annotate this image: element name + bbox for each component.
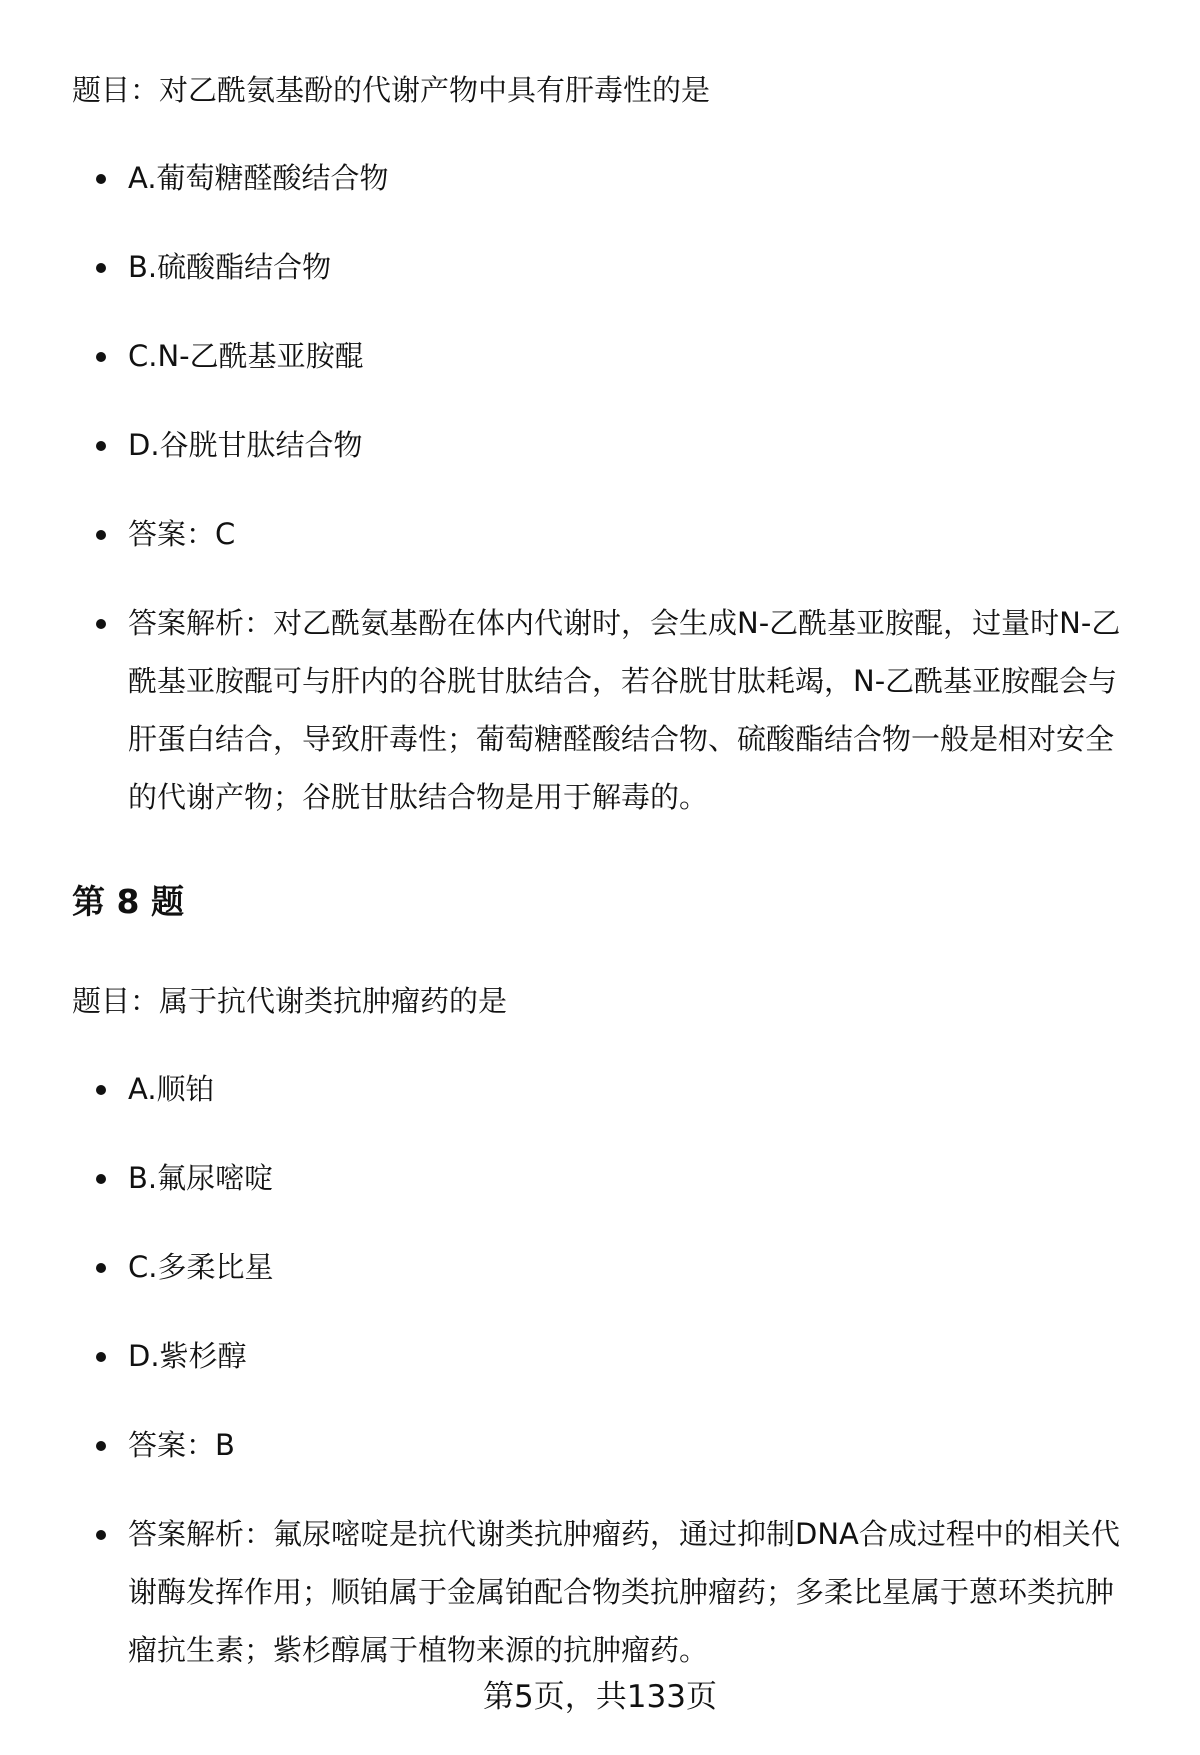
question-7-option-a (96, 158, 1156, 198)
explanation-line: 答案解析：对乙酰氨基酚在体内代谢时，会生成N-乙酰基亚胺醌，过量时N-乙 (128, 606, 1121, 640)
option-label: A.葡萄糖醛酸结合物 (128, 161, 389, 195)
answer-label: 答案：B (128, 1428, 235, 1462)
bullet-icon (96, 1174, 106, 1184)
question-8-option-d (96, 1336, 1156, 1376)
question-7-stem: 题目：对乙酰氨基酚的代谢产物中具有肝毒性的是 (72, 73, 711, 107)
question-8-heading: 第 8 题 (72, 882, 184, 921)
question-8-answer (96, 1425, 1156, 1465)
question-7-explanation (96, 594, 1156, 826)
option-label: C.多柔比星 (128, 1250, 274, 1284)
question-8-option-c (96, 1247, 1156, 1287)
question-7-option-c (96, 336, 1156, 376)
option-label: C.N-乙酰基亚胺醌 (128, 339, 364, 373)
explanation-text (128, 1505, 1156, 1679)
option-label: D.谷胱甘肽结合物 (128, 428, 363, 462)
question-8-option-b (96, 1158, 1156, 1198)
question-8-explanation (96, 1505, 1156, 1679)
answer-label: 答案：C (128, 517, 236, 551)
bullet-icon (96, 441, 106, 451)
explanation-line: 酰基亚胺醌可与肝内的谷胱甘肽结合，若谷胱甘肽耗竭，N-乙酰基亚胺醌会与 (128, 664, 1118, 698)
bullet-icon (96, 530, 106, 540)
bullet-icon (96, 174, 106, 184)
question-8-option-a (96, 1069, 1156, 1109)
explanation-line: 谢酶发挥作用；顺铂属于金属铂配合物类抗肿瘤药；多柔比星属于蒽环类抗肿 (128, 1575, 1115, 1609)
bullet-icon (96, 1530, 106, 1540)
bullet-icon (96, 1441, 106, 1451)
explanation-line: 的代谢产物；谷胱甘肽结合物是用于解毒的。 (128, 780, 709, 814)
explanation-line: 肝蛋白结合，导致肝毒性；葡萄糖醛酸结合物、硫酸酯结合物一般是相对安全 (128, 722, 1115, 756)
option-label: A.顺铂 (128, 1072, 215, 1106)
page-number-footer: 第5页，共133页 (483, 1679, 717, 1715)
question-8-stem: 题目：属于抗代谢类抗肿瘤药的是 (72, 984, 508, 1018)
bullet-icon (96, 1352, 106, 1362)
bullet-icon (96, 619, 106, 629)
explanation-line: 答案解析：氟尿嘧啶是抗代谢类抗肿瘤药，通过抑制DNA合成过程中的相关代 (128, 1517, 1120, 1551)
explanation-line: 瘤抗生素；紫杉醇属于植物来源的抗肿瘤药。 (128, 1633, 709, 1667)
explanation-text (128, 594, 1156, 826)
question-7-option-d (96, 425, 1156, 465)
question-7-answer (96, 514, 1156, 554)
question-7-option-b (96, 247, 1156, 287)
option-label: B.氟尿嘧啶 (128, 1161, 274, 1195)
bullet-icon (96, 263, 106, 273)
option-label: D.紫杉醇 (128, 1339, 247, 1373)
bullet-icon (96, 1085, 106, 1095)
bullet-icon (96, 352, 106, 362)
bullet-icon (96, 1263, 106, 1273)
option-label: B.硫酸酯结合物 (128, 250, 332, 284)
